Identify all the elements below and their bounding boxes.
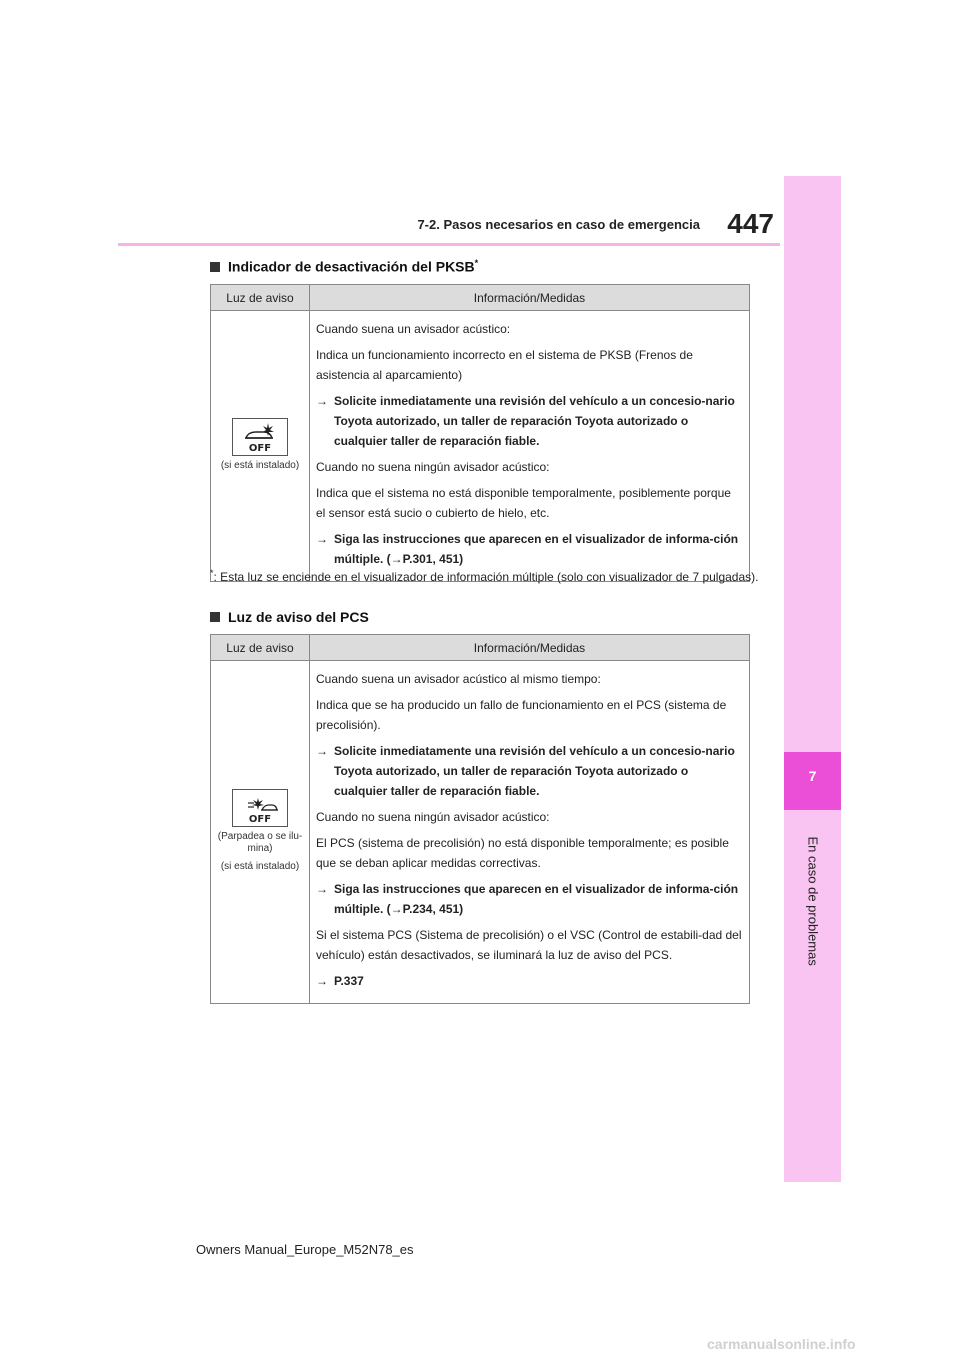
table-header-information: Información/Medidas [310, 285, 750, 311]
table-header-warning-light: Luz de aviso [211, 285, 310, 311]
square-bullet-icon [210, 262, 220, 272]
action-line: → Siga las instrucciones que aparecen en el visualizador de informa-ción múltiple. (→P.301, 451) [316, 529, 743, 569]
pksb-off-icon [232, 418, 288, 456]
action-line: → Solicite inmediatamente una revisión del vehículo a un concesio-nario Toyota autorizado, un taller de reparación Toyota autorizado o cualquier taller de reparación fiable. [316, 391, 743, 451]
svg-text:OFF: OFF [248, 814, 272, 824]
svg-text:OFF: OFF [248, 443, 272, 453]
icon-note: (si está instalado) [220, 460, 300, 471]
table-header-warning-light: Luz de aviso [211, 635, 310, 661]
section-header: 7-2. Pasos necesarios en caso de emergencia [417, 217, 700, 232]
chapter-label: En caso de problemas [805, 836, 821, 966]
section-title-pksb: Indicador de desactivación del PKSB* [210, 258, 478, 275]
arrow-icon: → [316, 394, 328, 408]
arrow-icon: → [316, 744, 328, 758]
table-header-information: Información/Medidas [310, 635, 750, 661]
warning-light-cell [211, 661, 310, 1004]
action-line: → Siga las instrucciones que aparecen en el visualizador de informa-ción múltiple. (→P.234, 451) [316, 879, 743, 919]
section-title-pcs: Luz de aviso del PCS [210, 609, 369, 625]
information-cell: Cuando suena un avisador acústico al mismo tiempo: Indica que se ha producido un fallo de funcionamiento en el PCS (sistema de precolisión). → Solicite inmediatamente una revisión del vehículo a un concesio-nario Toyota autorizado, un taller de reparación Toyota autorizado o cualquier taller de reparación fiable. Cuando no suena ningún avisador acústico: El PCS (sistema de precolisión) no está disponible temporalmente; es posible que se deban aplicar medidas correctivas. → Siga las instrucciones que aparecen en el visualizador de informa-ción múltiple. (→P.234, 451) Si el sistema PCS (Sistema de precolisión) o el VSC (Control de estabili-dad del vehículo) están desactivados, se iluminará la luz de aviso del PCS. → P.337 [310, 661, 750, 1004]
arrow-icon: → [316, 532, 328, 546]
icon-note: (si está instalado) [220, 861, 300, 872]
chapter-number: 7 [808, 768, 817, 784]
square-bullet-icon [210, 612, 220, 622]
pksb-table [210, 284, 750, 582]
action-line: → P.337 [316, 971, 743, 991]
footer-label: Owners Manual_Europe_M52N78_es [196, 1242, 414, 1257]
icon-note: (Parpadea o se ilu-mina) [217, 831, 303, 854]
information-cell: Cuando suena un avisador acústico: Indica un funcionamiento incorrecto en el sistema de PKSB (Frenos de asistencia al aparcamiento) → Solicite inmediatamente una revisión del vehículo a un concesio-nario Toyota autorizado, un taller de reparación Toyota autorizado o cualquier taller de reparación fiable. Cuando no suena ningún avisador acústico: Indica que el sistema no está disponible temporalmente, posiblemente porque el sensor está sucio o cubierto de hielo, etc. → Siga las instrucciones que aparecen en el visualizador de informa-ción múltiple. (→P.301, 451) [310, 311, 750, 582]
footnote: *: Esta luz se enciende en el visualizador de información múltiple (solo con visualizador de 7 pulgadas). [210, 568, 759, 584]
page-number: 447 [727, 208, 774, 239]
action-line: → Solicite inmediatamente una revisión del vehículo a un concesio-nario Toyota autorizado, un taller de reparación Toyota autorizado o cualquier taller de reparación fiable. [316, 741, 743, 801]
header-rule [118, 243, 780, 246]
warning-light-cell [211, 311, 310, 582]
arrow-icon: → [316, 974, 328, 988]
arrow-icon: → [316, 882, 328, 896]
chapter-side-tab [784, 176, 841, 1182]
watermark: carmanualsonline.info [707, 1336, 856, 1352]
pcs-table [210, 634, 750, 1004]
pcs-off-icon [232, 789, 288, 827]
